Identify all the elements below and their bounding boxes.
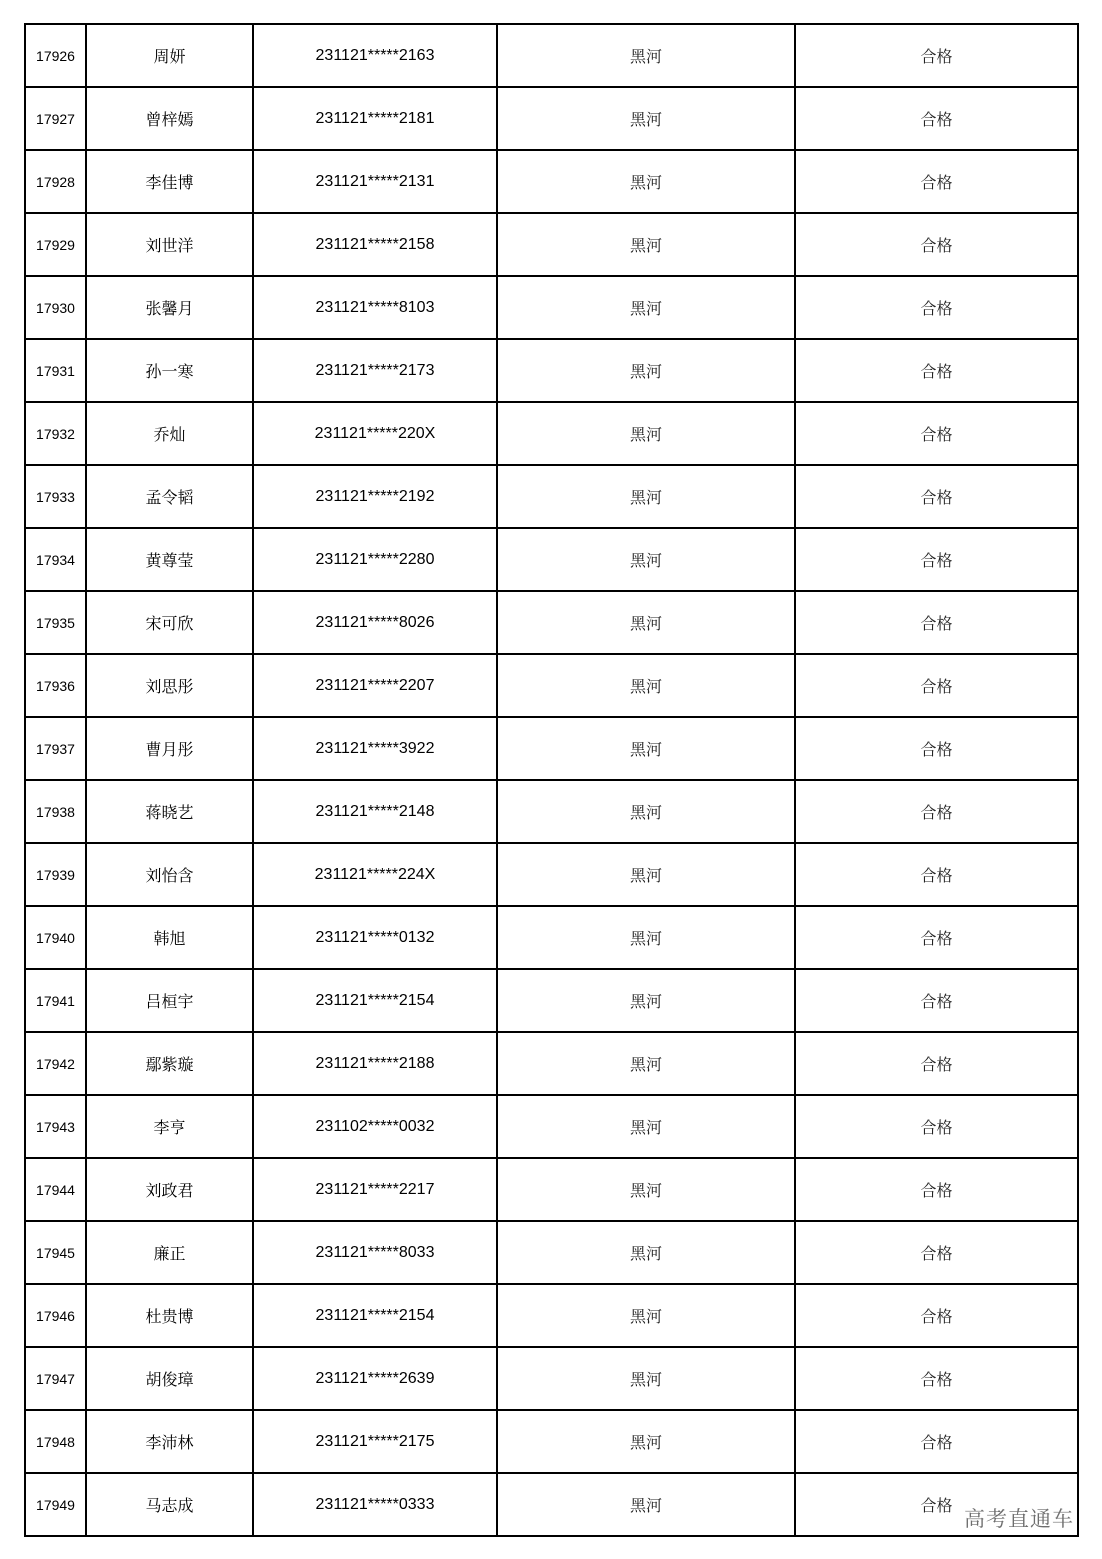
id-number-cell: 231121*****2207 [253,654,497,717]
result-cell: 合格 [795,339,1078,402]
city-cell: 黑河 [497,969,795,1032]
serial-number-cell: 17939 [25,843,86,906]
city-cell: 黑河 [497,1284,795,1347]
id-number-cell: 231121*****2154 [253,969,497,1032]
result-cell: 合格 [795,1095,1078,1158]
result-cell: 合格 [795,528,1078,591]
name-cell: 刘世洋 [86,213,253,276]
id-number-cell: 231121*****8026 [253,591,497,654]
city-cell: 黑河 [497,87,795,150]
city-cell: 黑河 [497,339,795,402]
city-cell: 黑河 [497,780,795,843]
table-row [25,402,1078,465]
serial-number-cell: 17934 [25,528,86,591]
result-cell: 合格 [795,1221,1078,1284]
table-row [25,1032,1078,1095]
table-row [25,1347,1078,1410]
table-row [25,591,1078,654]
id-number-cell: 231121*****2181 [253,87,497,150]
table-row [25,1473,1078,1536]
watermark-text: 高考直通车 [964,1507,1074,1531]
result-cell: 合格 [795,402,1078,465]
city-cell: 黑河 [497,654,795,717]
result-cell: 合格 [795,969,1078,1032]
table-row [25,339,1078,402]
table-row [25,1410,1078,1473]
table-row [25,528,1078,591]
table-row [25,1221,1078,1284]
serial-number-cell: 17931 [25,339,86,402]
name-cell: 刘思彤 [86,654,253,717]
result-cell: 合格 [795,1410,1078,1473]
table-row [25,654,1078,717]
result-cell: 合格 [795,654,1078,717]
table-row [25,1095,1078,1158]
result-cell: 合格 [795,1032,1078,1095]
result-cell: 合格 [795,150,1078,213]
name-cell: 李佳博 [86,150,253,213]
name-cell: 李沛林 [86,1410,253,1473]
serial-number-cell: 17947 [25,1347,86,1410]
table-row [25,276,1078,339]
name-cell: 刘怡含 [86,843,253,906]
table-row [25,87,1078,150]
city-cell: 黑河 [497,843,795,906]
name-cell: 马志成 [86,1473,253,1536]
id-number-cell: 231121*****224X [253,843,497,906]
result-cell: 合格 [795,213,1078,276]
city-cell: 黑河 [497,906,795,969]
result-cell: 合格 [795,591,1078,654]
id-number-cell: 231121*****2175 [253,1410,497,1473]
serial-number-cell: 17927 [25,87,86,150]
serial-number-cell: 17948 [25,1410,86,1473]
serial-number-cell: 17936 [25,654,86,717]
serial-number-cell: 17937 [25,717,86,780]
serial-number-cell: 17930 [25,276,86,339]
serial-number-cell: 17943 [25,1095,86,1158]
table-row [25,1158,1078,1221]
city-cell: 黑河 [497,1032,795,1095]
city-cell: 黑河 [497,528,795,591]
serial-number-cell: 17940 [25,906,86,969]
serial-number-cell: 17949 [25,1473,86,1536]
table-row [25,1284,1078,1347]
id-number-cell: 231121*****8033 [253,1221,497,1284]
results-table [24,23,1079,1537]
city-cell: 黑河 [497,465,795,528]
table-row [25,150,1078,213]
results-table-body [25,24,1078,1536]
name-cell: 孟令韬 [86,465,253,528]
name-cell: 刘政君 [86,1158,253,1221]
serial-number-cell: 17932 [25,402,86,465]
serial-number-cell: 17946 [25,1284,86,1347]
result-cell: 合格 [795,780,1078,843]
name-cell: 周妍 [86,24,253,87]
city-cell: 黑河 [497,1095,795,1158]
table-row [25,465,1078,528]
result-cell: 合格 [795,24,1078,87]
serial-number-cell: 17942 [25,1032,86,1095]
id-number-cell: 231121*****2639 [253,1347,497,1410]
table-row [25,213,1078,276]
serial-number-cell: 17935 [25,591,86,654]
city-cell: 黑河 [497,1221,795,1284]
name-cell: 曾梓嫣 [86,87,253,150]
table-row [25,24,1078,87]
result-cell: 合格 [795,1347,1078,1410]
serial-number-cell: 17929 [25,213,86,276]
name-cell: 鄢紫璇 [86,1032,253,1095]
id-number-cell: 231121*****8103 [253,276,497,339]
table-row [25,780,1078,843]
table-row [25,906,1078,969]
table-row [25,843,1078,906]
name-cell: 杜贵博 [86,1284,253,1347]
name-cell: 曹月彤 [86,717,253,780]
id-number-cell: 231121*****0132 [253,906,497,969]
city-cell: 黑河 [497,24,795,87]
city-cell: 黑河 [497,1410,795,1473]
name-cell: 李亨 [86,1095,253,1158]
name-cell: 吕桓宇 [86,969,253,1032]
serial-number-cell: 17938 [25,780,86,843]
city-cell: 黑河 [497,150,795,213]
result-cell: 合格 [795,906,1078,969]
id-number-cell: 231121*****2163 [253,24,497,87]
name-cell: 韩旭 [86,906,253,969]
id-number-cell: 231121*****3922 [253,717,497,780]
id-number-cell: 231121*****2131 [253,150,497,213]
result-cell: 合格 [795,87,1078,150]
id-number-cell: 231121*****2188 [253,1032,497,1095]
name-cell: 张馨月 [86,276,253,339]
city-cell: 黑河 [497,717,795,780]
city-cell: 黑河 [497,276,795,339]
id-number-cell: 231121*****2217 [253,1158,497,1221]
result-cell: 合格 [795,717,1078,780]
serial-number-cell: 17944 [25,1158,86,1221]
id-number-cell: 231121*****220X [253,402,497,465]
result-cell: 合格 [795,843,1078,906]
table-row [25,717,1078,780]
name-cell: 黄尊莹 [86,528,253,591]
serial-number-cell: 17926 [25,24,86,87]
name-cell: 乔灿 [86,402,253,465]
serial-number-cell: 17941 [25,969,86,1032]
id-number-cell: 231121*****2173 [253,339,497,402]
result-cell: 合格 [795,1158,1078,1221]
id-number-cell: 231121*****2154 [253,1284,497,1347]
city-cell: 黑河 [497,1347,795,1410]
id-number-cell: 231121*****0333 [253,1473,497,1536]
name-cell: 廉正 [86,1221,253,1284]
name-cell: 孙一寒 [86,339,253,402]
id-number-cell: 231121*****2148 [253,780,497,843]
name-cell: 宋可欣 [86,591,253,654]
name-cell: 蒋晓艺 [86,780,253,843]
result-cell: 合格 [795,1473,1078,1536]
city-cell: 黑河 [497,402,795,465]
id-number-cell: 231121*****2192 [253,465,497,528]
id-number-cell: 231102*****0032 [253,1095,497,1158]
serial-number-cell: 17945 [25,1221,86,1284]
name-cell: 胡俊璋 [86,1347,253,1410]
city-cell: 黑河 [497,1158,795,1221]
city-cell: 黑河 [497,1473,795,1536]
serial-number-cell: 17928 [25,150,86,213]
city-cell: 黑河 [497,213,795,276]
serial-number-cell: 17933 [25,465,86,528]
table-row [25,969,1078,1032]
result-cell: 合格 [795,1284,1078,1347]
result-cell: 合格 [795,465,1078,528]
id-number-cell: 231121*****2280 [253,528,497,591]
result-cell: 合格 [795,276,1078,339]
city-cell: 黑河 [497,591,795,654]
id-number-cell: 231121*****2158 [253,213,497,276]
